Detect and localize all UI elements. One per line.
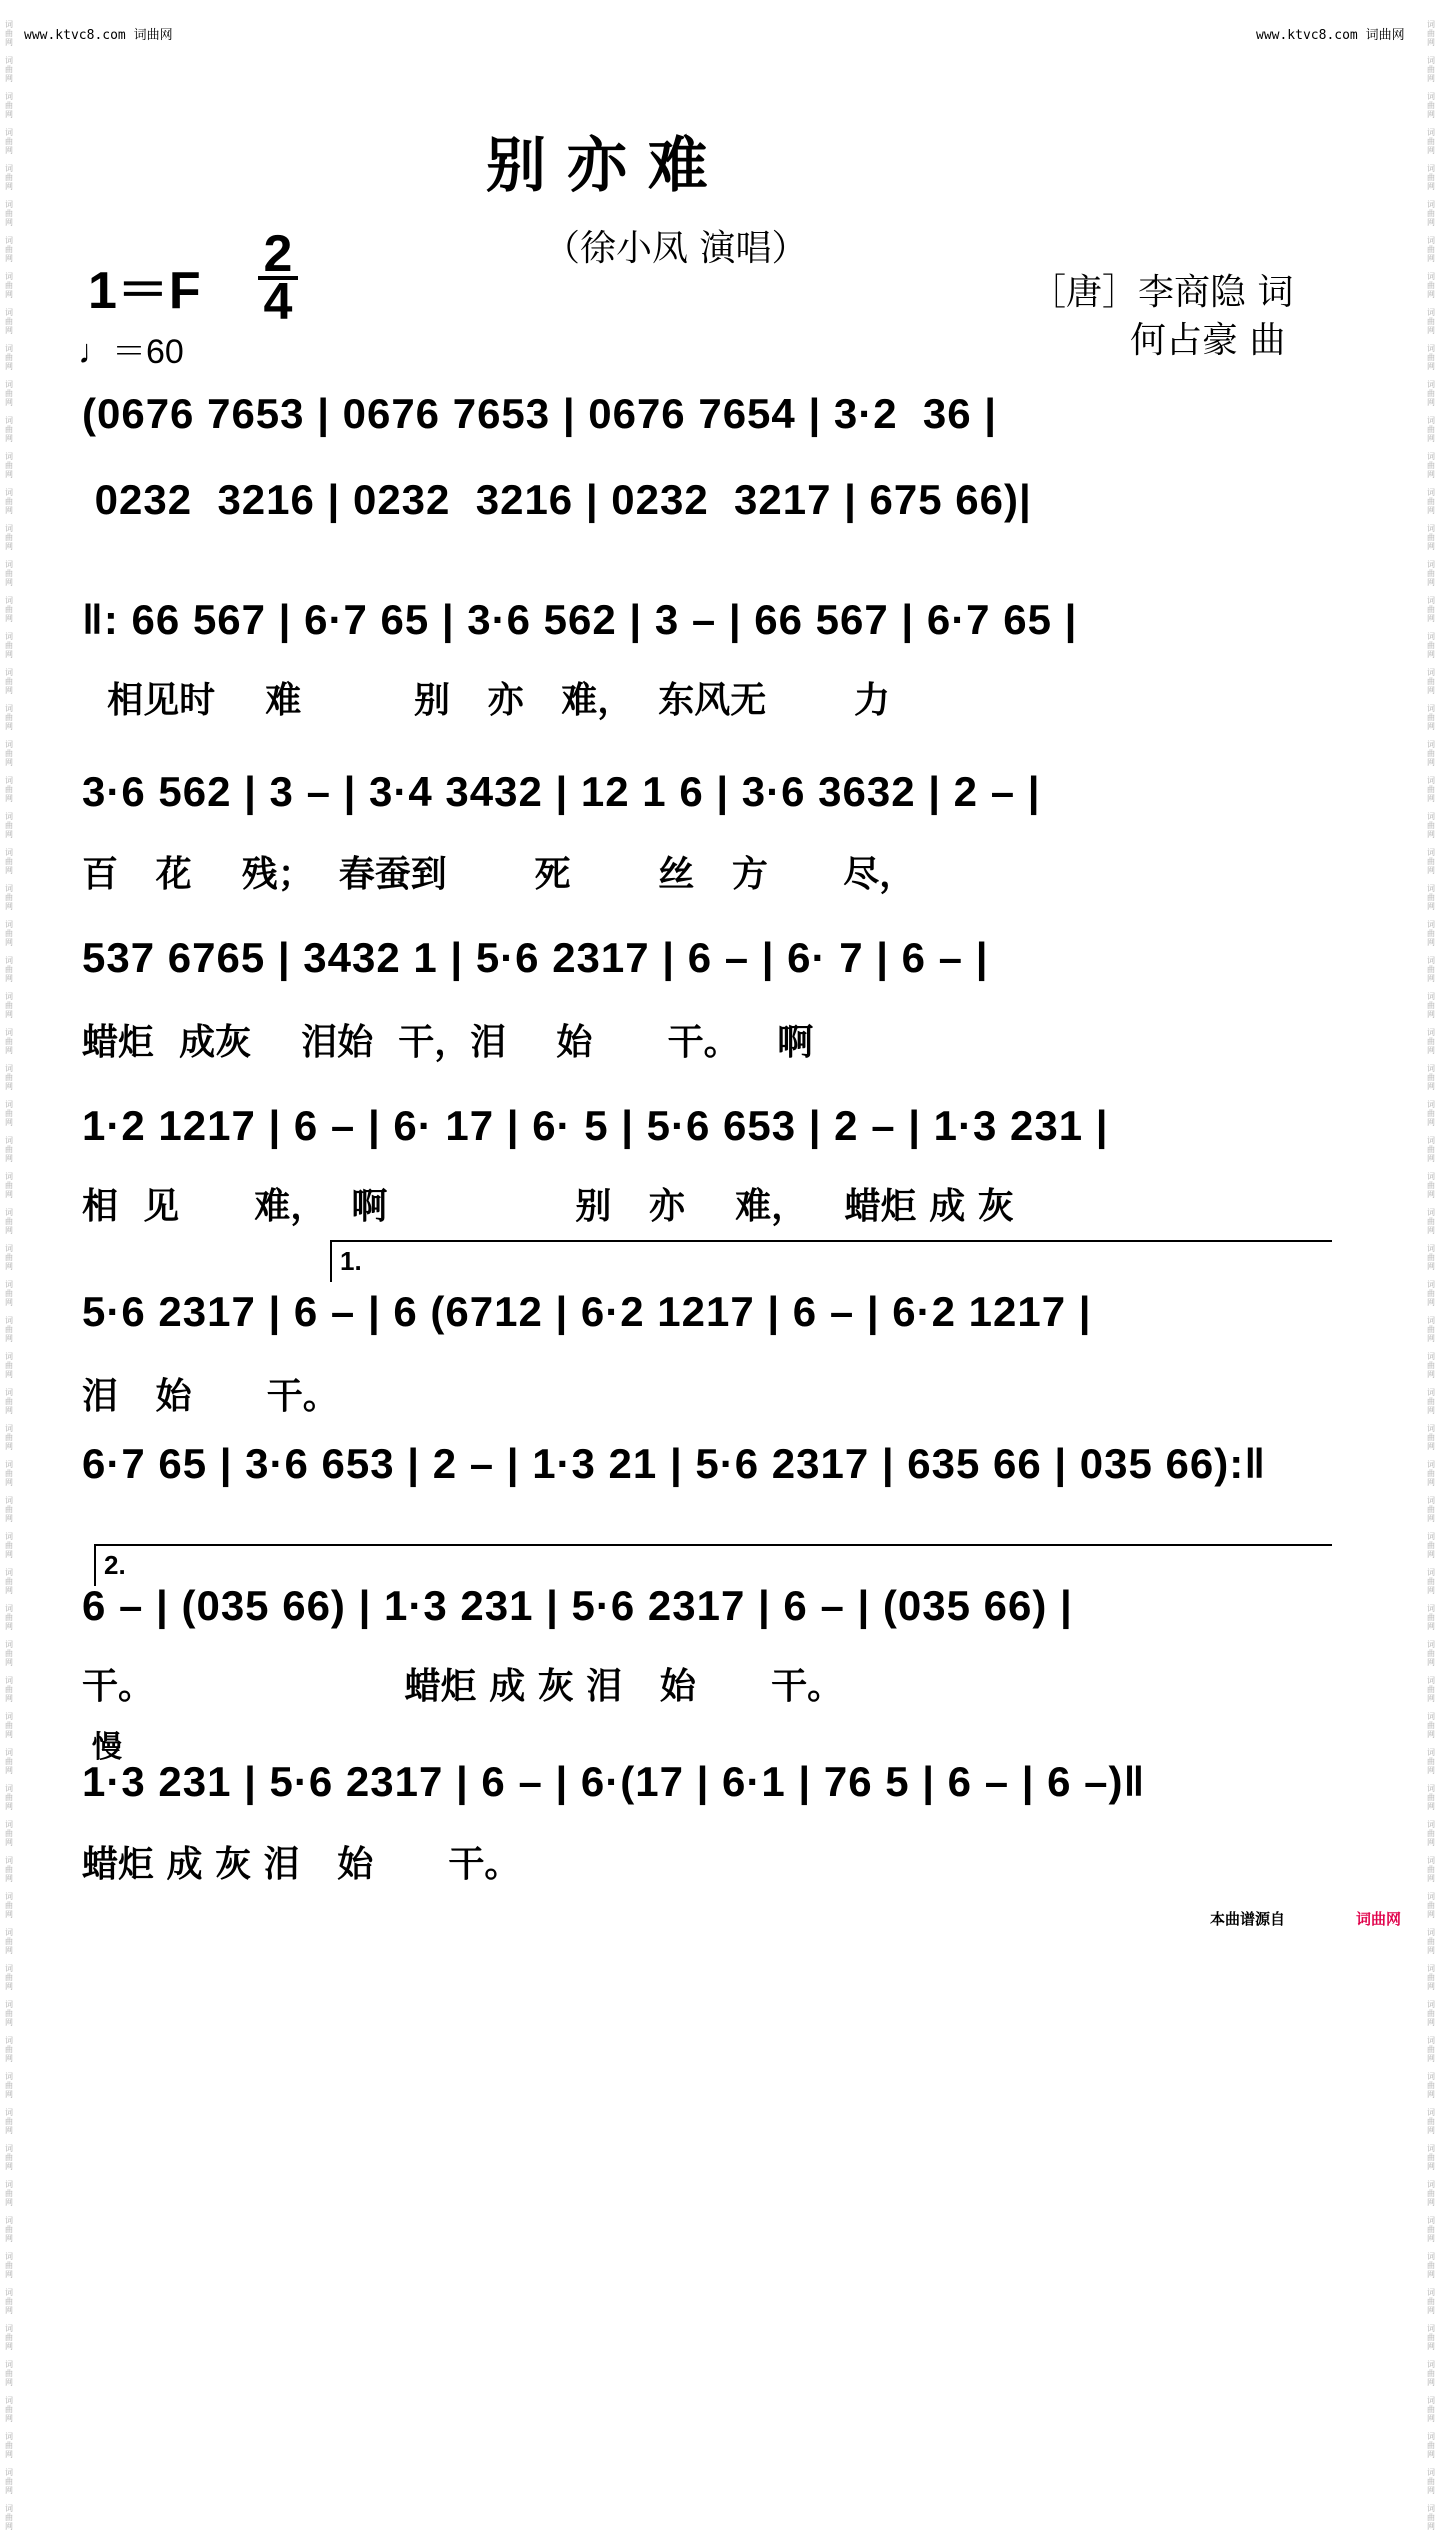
score-line-10 — [82, 1758, 1332, 1888]
song-title: 别 亦 难 — [486, 131, 708, 201]
notation-row: 6 – | (035 66) | 1·3 231 | 5·6 2317 | 6 – | (035 66) | — [82, 1582, 1073, 1629]
notation-row: 537 6765 | 3432 1 | 5·6 2317 | 6 – | 6· 7 | 6 – | — [82, 934, 989, 981]
volta-1-label: 1. — [340, 1246, 362, 1276]
site-watermark-left: www.ktvc8.com 词曲网 — [24, 28, 173, 43]
score-line-6 — [82, 1102, 1332, 1232]
notation-row: (0676 7653 | 0676 7653 | 0676 7654 | 3·2 36 | — [82, 390, 998, 437]
first-ending-bracket — [330, 1240, 1332, 1282]
score-line-5 — [82, 934, 1332, 1064]
notation-row: 3·6 562 | 3 – | 3·4 3432 | 12 1 6 | 3·6 3632 | 2 – | — [82, 768, 1041, 815]
source-site: 词曲网 — [1356, 1910, 1402, 1928]
notation-row: 1·2 1217 | 6 – | 6· 17 | 6· 5 | 5·6 653 | 2 – | 1·3 231 | — [82, 1102, 1109, 1149]
lyric-row: 蜡炬 成灰 泪始 干，泪 始 干。 啊 — [82, 1022, 814, 1063]
lyric-row: 百 花 残； 春蚕到 死 丝 方 尽， — [82, 854, 916, 895]
volta-2-label: 2. — [104, 1550, 126, 1580]
notation-row: ‖: 66 567 | 6·7 65 | 3·6 562 | 3 – | 66 567 | 6·7 65 | — [82, 596, 1078, 643]
tempo-mark: ♩＝60 — [78, 333, 184, 371]
time-signature-bottom: 4 — [263, 273, 293, 331]
side-watermark-right: 词 曲 网 词 曲 网 词 曲 网 词 曲 网 词 曲 网 词 曲 网 词 曲 网 词 曲 网 词 曲 网 词 曲 网 词 曲 网 词 曲 网 词 曲 网 词 曲 网 词 曲 网 词 曲 网 词 曲 网 词 曲 网 词 曲 网 词 曲 网 词 曲 网 词 曲 网 词 曲 网 词 曲 网 词 曲 网 词 曲 网 词 曲 网 词 曲 网 词 曲 网 词 曲 网 词 曲 网 词 曲 网 词 曲 网 词 曲 网 词 曲 网 词 曲 网 词 曲 网 词 曲 网 词 曲 网 词 曲 网 词 曲 网 词 曲 网 词 曲 网 词 曲 网 词 曲 网 词 曲 网 词 曲 网 词 曲 网 词 曲 网 词 曲 网 词 曲 网 词 曲 网 词 曲 网 词 曲 网 词 曲 网 词 曲 网 词 曲 网 词 曲 网 词 曲 网 词 曲 网 词 曲 网 词 曲 网 词 曲 网 词 曲 网 词 曲 网 词 曲 网 词 曲 网 词 曲 网 词 曲 网 词 曲 网 — [1427, 20, 1435, 2531]
score-line-3 — [82, 596, 1332, 726]
time-signature-top: 2 — [263, 225, 293, 283]
score-line-9 — [82, 1582, 1332, 1712]
lyricist-credit: ［唐］李商隐 词 — [1030, 272, 1294, 313]
lyric-row: 蜡炬 成 灰 泪 始 干。 — [82, 1844, 521, 1885]
score-line-8 — [82, 1440, 1332, 1510]
lyric-row: 相见时 难 别 亦 难， 东风无 力 — [82, 680, 890, 721]
performer: （徐小凤 演唱） — [544, 228, 808, 269]
score-line-7 — [82, 1288, 1332, 1418]
lyric-row: 干。 蜡炬 成 灰 泪 始 干。 — [82, 1666, 844, 1707]
score-line-2 — [82, 476, 1332, 546]
time-signature — [258, 225, 298, 331]
side-watermark-left: 词 曲 网 词 曲 网 词 曲 网 词 曲 网 词 曲 网 词 曲 网 词 曲 网 词 曲 网 词 曲 网 词 曲 网 词 曲 网 词 曲 网 词 曲 网 词 曲 网 词 曲 网 词 曲 网 词 曲 网 词 曲 网 词 曲 网 词 曲 网 词 曲 网 词 曲 网 词 曲 网 词 曲 网 词 曲 网 词 曲 网 词 曲 网 词 曲 网 词 曲 网 词 曲 网 词 曲 网 词 曲 网 词 曲 网 词 曲 网 词 曲 网 词 曲 网 词 曲 网 词 曲 网 词 曲 网 词 曲 网 词 曲 网 词 曲 网 词 曲 网 词 曲 网 词 曲 网 词 曲 网 词 曲 网 词 曲 网 词 曲 网 词 曲 网 词 曲 网 词 曲 网 词 曲 网 词 曲 网 词 曲 网 词 曲 网 词 曲 网 词 曲 网 词 曲 网 词 曲 网 词 曲 网 词 曲 网 词 曲 网 词 曲 网 词 曲 网 词 曲 网 词 曲 网 词 曲 网 词 曲 网 词 曲 网 — [5, 20, 13, 2531]
composer-credit: 何占豪 曲 — [1130, 320, 1286, 361]
key-signature: 1＝F — [88, 262, 201, 320]
notation-row: 6·7 65 | 3·6 653 | 2 – | 1·3 21 | 5·6 2317 | 635 66 | 035 66):‖ — [82, 1440, 1267, 1487]
lyric-row: 泪 始 干。 — [82, 1376, 339, 1417]
score-line-4 — [82, 768, 1332, 898]
tempo-change-mark: 慢 — [92, 1730, 122, 1765]
site-watermark-right: www.ktvc8.com 词曲网 — [1256, 28, 1405, 43]
score-line-1 — [82, 390, 1332, 460]
notation-row: 1·3 231 | 5·6 2317 | 6 – | 6·(17 | 6·1 | 76 5 | 6 – | 6 –)‖ — [82, 1758, 1146, 1805]
notation-row: 5·6 2317 | 6 – | 6 (6712 | 6·2 1217 | 6 – | 6·2 1217 | — [82, 1288, 1092, 1335]
second-ending-bracket — [94, 1544, 1332, 1586]
source-label: 本曲谱源自 — [1210, 1910, 1286, 1928]
notation-row: 0232 3216 | 0232 3216 | 0232 3217 | 675 66)| — [82, 476, 1032, 523]
lyric-row: 相 见 难， 啊 别 亦 难， 蜡炬 成 灰 — [82, 1186, 1014, 1227]
